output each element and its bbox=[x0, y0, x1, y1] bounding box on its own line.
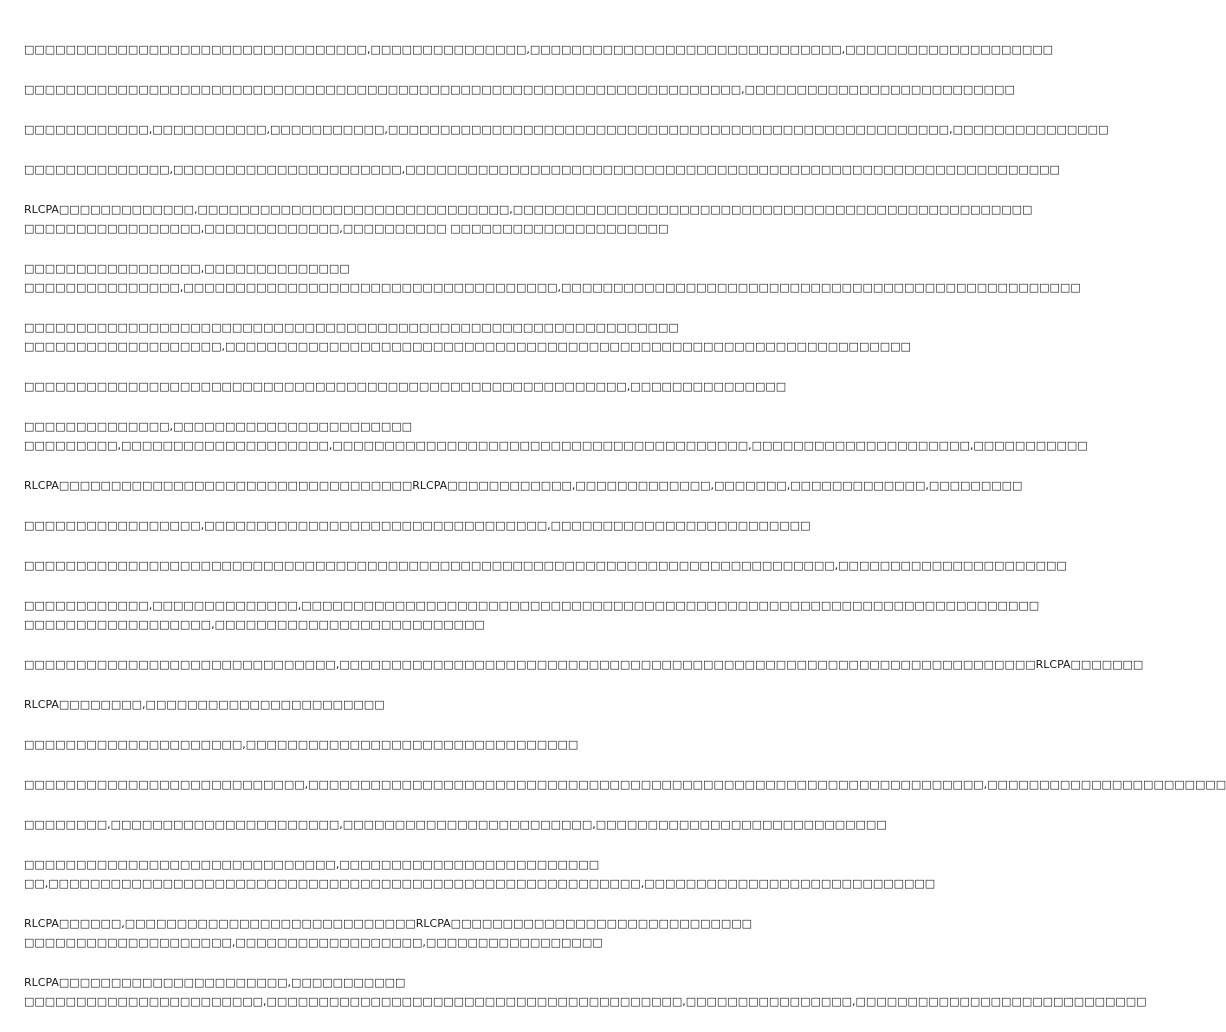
document-body bbox=[24, 40, 1226, 1032]
paragraph bbox=[24, 775, 1226, 794]
text-line: □□□□□□□□□□□□□□□□□□□□□□□□□□□□□□□□□□□□□□□□□□□□□□□□□□□□□□□□□□,□□□□□□□□□□□□□□□ bbox=[24, 380, 787, 393]
paragraph bbox=[24, 516, 811, 535]
text-line: □□□□□□□□□□□□□□□□□,□□□□□□□□□□□□□,□□□□□□□□□□ □□□□□□□□□□□□□□□□□□□□□ bbox=[24, 222, 669, 235]
paragraph bbox=[24, 815, 887, 834]
paragraph bbox=[24, 476, 1023, 495]
paragraph bbox=[24, 655, 1144, 674]
text-line: RLCPA□□□□□□□□,□□□□□□□□□□□□□□□□□□□□□□□ bbox=[24, 698, 385, 711]
paragraph bbox=[24, 200, 1033, 238]
text-line: RLCPA□□□□□□□□□□□□□□□□□□□□□□,□□□□□□□□□□□ bbox=[24, 976, 406, 989]
text-line: □□□□□□□□□□□□□□□□□□□□□□□□□□□,□□□□□□□□□□□□□□□□□□□□□□□□□□□□□□□□□□□□□□□□□□□□□□□□□□□□□□□□□□□□□□□□□,□□□□□□□□□□□□□□□□□□□□□□□ bbox=[24, 778, 1226, 791]
text-line: □□□□□□□□□□□□□□□□□□□□□□□□□□□□□□□□□,□□□□□□□□□□□□□□□,□□□□□□□□□□□□□□□□□□□□□□□□□□□□□□,□□□□□□□□□□□□□□□□□□□□ bbox=[24, 43, 1054, 56]
text-line: □□□□□□□□□□□□,□□□□□□□□□□□,□□□□□□□□□□□,□□□□□□□□□□□□□□□□□□□□□□□□□□□□□□□□□□□□□□□□□□□□□□□□□□□□□□,□□□□□□□□□□□□□□□ bbox=[24, 123, 1109, 136]
text-line: □□□□□□□□□□□□□□□,□□□□□□□□□□□□□□□□□□□□□□□□□□□□□□□□□□□□,□□□□□□□□□□□□□□□□□□□□□□□□□□□□□□□□□□□□□□□□□□□□□□□□□□ bbox=[24, 281, 1081, 294]
text-line: □□□□□□□□□□□□□□,□□□□□□□□□□□□□□□□□□□□□□,□□□□□□□□□□□□□□□□□□□□□□□□□□□□□□□□□□□□□□□□□□□□□□□□□□□□□□□□□□□□□□□ bbox=[24, 163, 1060, 176]
text-line: □□□□□□□□□□□□□□□□□,□□□□□□□□□□□□□□ bbox=[24, 262, 350, 275]
paragraph bbox=[24, 40, 1054, 59]
text-line: □□□□□□□□□□□□□□□□□□□□□□□,□□□□□□□□□□□□□□□□□□□□□□□□□□□□□□□□□□□□□□□□,□□□□□□□□□□□□□□□□,□□□□□□□□□□□□□□□□□□□□□□□□□□□□ bbox=[24, 995, 1147, 1008]
text-line: □□□□□□□□□□□□□□□□□□,□□□□□□□□□□□□□□□□□□□□□□□□□□ bbox=[24, 618, 485, 631]
text-line: □□□□□□□□□□□□□□□□□□□□□,□□□□□□□□□□□□□□□□□□□□□□□□□□□□□□□□ bbox=[24, 738, 579, 751]
paragraph bbox=[24, 417, 1088, 455]
text-line: □□□□□□□□□□□□,□□□□□□□□□□□□□□,□□□□□□□□□□□□□□□□□□□□□□□□□□□□□□□□□□□□□□□□□□□□□□□□□□□□□□□□□□□□□□□□□□□□□□□ bbox=[24, 599, 1040, 612]
paragraph bbox=[24, 735, 720, 754]
paragraph bbox=[24, 695, 720, 714]
paragraph bbox=[24, 914, 753, 952]
text-line: RLCPA□□□□□□,□□□□□□□□□□□□□□□□□□□□□□□□□□□□RLCPA□□□□□□□□□□□□□□□□□□□□□□□□□□□□□ bbox=[24, 917, 753, 930]
paragraph bbox=[24, 318, 911, 356]
paragraph bbox=[24, 596, 1040, 634]
paragraph bbox=[24, 160, 1060, 179]
text-line: □□□□□□□□□□□□□□□□□□□□□□□□□□□□□□□□□□□□□□□□□□□□□□□□□□□□□□□□□□□□□□□□□□□□□,□□□□□□□□□□□□□□□□□□□□□□□□□□ bbox=[24, 83, 1015, 96]
paragraph bbox=[24, 80, 1015, 99]
text-line: □□□□□□□□,□□□□□□□□□□□□□□□□□□□□□□,□□□□□□□□□□□□□□□□□□□□□□□□,□□□□□□□□□□□□□□□□□□□□□□□□□□□□ bbox=[24, 818, 887, 831]
paragraph bbox=[24, 855, 936, 893]
text-line: □□□□□□□□□□□□□□□□□□□□□□□□□□□□□□□□□□□□□□□□□□□□□□□□□□□□□□□□□□□□□□□□□□□□□□□□□□□□□□,□□□□□□□□□□□□□□□□□□□□□□ bbox=[24, 559, 1067, 572]
text-line: □□□□□□□□□□□□□□□□□□□□,□□□□□□□□□□□□□□□□□□,□□□□□□□□□□□□□□□□□ bbox=[24, 936, 603, 949]
text-line: □□,□□□□□□□□□□□□□□□□□□□□□□□□□□□□□□□□□□□□□□□□□□□□□□□□□□□□□□□□□,□□□□□□□□□□□□□□□□□□□□□□□□□□□□ bbox=[24, 877, 936, 890]
text-line: □□□□□□□□□□□□□□□□□□□,□□□□□□□□□□□□□□□□□□□□□□□□□□□□□□□□□□□□□□□□□□□□□□□□□□□□□□□□□□□□□□□□□□ bbox=[24, 340, 911, 353]
text-line: RLCPA□□□□□□□□□□□□□□□□□□□□□□□□□□□□□□□□□□RLCPA□□□□□□□□□□□□,□□□□□□□□□□□□□,□□□□□□□,□□□□□□□□□□□□□,□□□□□□□□□ bbox=[24, 479, 1023, 492]
text-line: □□□□□□□□□□□□□□□□□□□□□□□□□□□□□□,□□□□□□□□□□□□□□□□□□□□□□□□□ bbox=[24, 858, 600, 871]
paragraph bbox=[24, 973, 1147, 1011]
text-line: □□□□□□□□□□□□□□□□□□□□□□□□□□□□□□,□□□□□□□□□□□□□□□□□□□□□□□□□□□□□□□□□□□□□□□□□□□□□□□□□□□□□□□□□□□□□□□□□□□RLCPA□□□□□□□ bbox=[24, 658, 1144, 671]
text-line: □□□□□□□□□,□□□□□□□□□□□□□□□□□□□□,□□□□□□□□□□□□□□□□□□□□□□□□□□□□□□□□□□□□□□□□,□□□□□□□□□□□□□□□□□□□□□,□□□□□□□□□□□ bbox=[24, 439, 1088, 452]
text-line: □□□□□□□□□□□□□□□□□,□□□□□□□□□□□□□□□□□□□□□□□□□□□□□□□□□,□□□□□□□□□□□□□□□□□□□□□□□□□ bbox=[24, 519, 811, 532]
paragraph bbox=[24, 120, 1109, 139]
text-line: □□□□□□□□□□□□□□□□□□□□□□□□□□□□□□□□□□□□□□□□□□□□□□□□□□□□□□□□□□□□□□□ bbox=[24, 321, 679, 334]
text-line: □□□□□□□□□□□□□□,□□□□□□□□□□□□□□□□□□□□□□□ bbox=[24, 420, 413, 433]
text-line: RLCPA□□□□□□□□□□□□□,□□□□□□□□□□□□□□□□□□□□□□□□□□□□□□,□□□□□□□□□□□□□□□□□□□□□□□□□□□□□□□□□□□□□□□□□□□□□□□□□□ bbox=[24, 203, 1033, 216]
paragraph bbox=[24, 377, 787, 396]
paragraph bbox=[24, 556, 1067, 575]
paragraph bbox=[24, 259, 1081, 297]
